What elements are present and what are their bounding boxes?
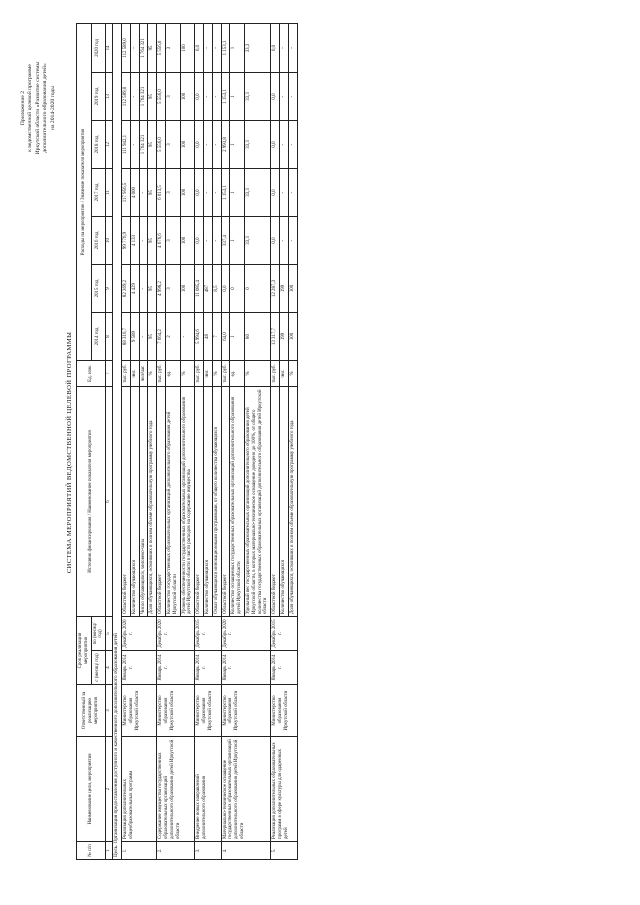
column-number: 4 [106,651,113,685]
term-from: Январь 2014 г. [271,651,297,685]
header-year: 2015 год [91,265,106,313]
indicator-value: 48 [203,313,212,361]
indicator-text: Доля обучающихся, освоивших в полном объеме образовательную программу учебного года [148,387,157,617]
header-year: 2018 год [91,121,106,169]
indicator-value: 95 [148,217,157,265]
indicator-value: - [139,313,148,361]
term-to: Декабрь 2020 г. [157,617,195,651]
indicator-value: - [180,313,195,361]
indicator-value: 1 153,1 [221,23,230,72]
indicator-value: 7 [212,313,221,361]
indicator-value: 95 [148,265,157,313]
indicator-value: 0 [230,265,245,313]
indicator-value: - [203,23,212,72]
indicator-value: 11 085,4 [195,265,204,313]
indicator-value: - [212,23,221,72]
indicator-value: 1 153,1 [221,169,230,217]
responsible-body: Министерство образования Иркутской области [271,685,297,737]
indicator-unit: % [288,361,297,387]
indicator-value: - [130,23,139,72]
indicator-value: 4 133 [130,217,139,265]
indicator-value: 0,0 [195,23,204,72]
column-number: 13 [106,73,113,121]
indicator-unit: % [180,361,195,387]
indicator-value: 4 429 [130,265,139,313]
indicator-value: 80 [244,313,270,361]
column-number: 14 [106,23,113,72]
term-from: Январь 2014 г. [221,651,271,685]
column-number: 11 [106,169,113,217]
term-to: Декабрь 2015 г. [195,617,221,651]
header-term: Срок реализации мероприятия [77,617,92,685]
indicator-value: 100 [180,217,195,265]
indicator-value: - [212,169,221,217]
table-row [121,23,130,859]
indicator-value: 4 676,6 [157,217,166,265]
indicator-value: 99 776,9 [121,217,130,265]
indicator-value: 33,3 [244,73,270,121]
indicator-value: - [288,121,297,169]
indicator-text: Областной бюджет [271,387,280,617]
indicator-value: 0,0 [195,169,204,217]
indicator-value: 95 [148,23,157,72]
indicator-unit: чел/час [139,361,148,387]
indicator-text: Областной бюджет [195,387,204,617]
header-year: 2020 год [91,23,106,72]
indicator-value: 13 317,7 [271,313,280,361]
indicator-value: - [203,73,212,121]
indicator-value: - [130,73,139,121]
indicator-value: 100 [180,265,195,313]
indicator-value: 9 589 [130,313,139,361]
row-number: 1. [121,842,156,860]
indicator-value: - [212,217,221,265]
measure-name: Содержание имущества государственных образовательных организаций дополнительного образования детей Иркутской области [157,737,195,842]
document-title: СИСТЕМА МЕРОПРИЯТИЙ ВЕДОМСТВЕННОЙ ЦЕЛЕВОЙ ПРОГРАММЫ [66,331,73,574]
indicator-value: 82 369,2 [121,265,130,313]
indicator-text: Количество обучающихся [130,387,139,617]
indicator-value: 0,0 [271,217,280,265]
indicator-value: 0,0 [271,23,280,72]
indicator-value: - [139,265,148,313]
appendix-line: Приложение 2 [20,90,26,126]
indicator-unit: % [148,361,157,387]
indicator-text: Удельный вес государственных образовательных организаций дополнительного образования детей Иркутской области, в которых материально-техническое оснащение доведено до 100%, от общего количества государственных образовательных организаций дополнительного образования детей Иркутской области [244,387,270,617]
indicator-text: Количество оснащенных государственных образовательных организаций дополнительного образования детей Иркутской области [230,387,245,617]
indicator-value: 0,0 [195,73,204,121]
indicator-value: 112 589,0 [121,23,130,72]
measure-name: Внедрение новых направлений дополнительного образования [195,737,221,842]
indicator-value: 0 [244,265,270,313]
indicator-value: 1 764 321 [139,121,148,169]
indicator-value: 100 [180,121,195,169]
indicator-value: - [279,217,288,265]
indicator-value: 3 [165,23,180,72]
indicator-value: 1 [230,23,245,72]
indicator-value: 3 [165,217,180,265]
indicator-value: 2 [165,313,180,361]
indicator-unit: % [212,361,221,387]
responsible-body: Министерство образования Иркутской области [121,685,156,737]
measure-name: Реализация дополнительных общеобразовательных программ [121,737,156,842]
indicator-value: 95 [148,121,157,169]
indicator-value: 100 [180,169,195,217]
indicator-value: 100 [180,23,195,72]
indicator-value: 0,0 [195,217,204,265]
header-source: Источник финансирования / Наименование показателя мероприятия [77,387,106,617]
indicator-value: 33,3 [244,121,270,169]
indicator-unit: чел. [279,361,288,387]
indicator-value: 2 993,8 [221,121,230,169]
header-to: по (месяц/ год) [91,617,106,651]
responsible-body: Министерство образования Иркутской области [221,685,271,737]
header-name: Наименование цели, мероприятия [77,737,106,842]
indicator-value: - [279,169,288,217]
indicator-value: 199 [279,265,288,313]
indicator-value: 95 [148,313,157,361]
table-row [195,23,204,859]
header-year: 2019 год [91,73,106,121]
indicator-unit: тыс. руб. [195,361,204,387]
header-year: 2017 год [91,169,106,217]
row-number: 4. [221,842,271,860]
indicator-value: 3 [165,265,180,313]
row-number: 3. [195,842,221,860]
indicator-value: - [212,121,221,169]
indicator-value: 1 764 321 [139,23,148,72]
indicator-value: 112 589,0 [121,73,130,121]
indicator-value: 88 316,7 [121,313,130,361]
indicator-value: 1 [230,313,245,361]
indicator-value: - [203,121,212,169]
indicator-text: Количество обучающихся [279,387,288,617]
indicator-value: 5 994,6 [195,313,204,361]
indicator-text: Охват обучающихся инновационными программами, от общего количества обучающихся [212,387,221,617]
goal-text: Цель. Организация предоставления доступного и качественного дополнительного образования детей [113,23,122,859]
indicator-value: 6 013,5 [157,169,166,217]
appendix-line: к ведомственной целевой программе [27,64,34,152]
column-number: 6 [106,387,113,617]
indicator-value: - [288,73,297,121]
header-responsible: Ответственный за реализацию мероприятия [77,685,106,737]
indicator-unit: ед. [230,361,245,387]
row-number: 5. [271,842,297,860]
term-to: Декабрь 2020 г. [121,617,156,651]
indicator-value: 1 [230,121,245,169]
term-from: Январь 2014 г. [121,651,156,685]
term-to: Декабрь 2020 г. [221,617,271,651]
column-number: 9 [106,265,113,313]
header-no: № п/п [77,842,106,860]
indicator-value: 0,0 [271,169,280,217]
indicator-value: 3 [165,73,180,121]
indicator-value: 95 [148,169,157,217]
indicator-value: 117 956,5 [121,169,130,217]
term-to: Декабрь 2015 г. [271,617,297,651]
indicator-value: 5 556,0 [157,73,166,121]
indicator-value: 5 556,0 [157,23,166,72]
term-from: Январь 2014 г. [157,651,195,685]
appendix-line: Иркутской области «Развитие системы [34,61,41,155]
indicator-value: 64,0 [221,313,230,361]
indicator-value: 1 [230,73,245,121]
responsible-body: Министерство образования Иркутской области [157,685,195,737]
column-number: 2 [106,737,113,842]
indicator-text: Количество государственных образовательных организаций дополнительного образования детей Иркутской области [165,387,180,617]
indicator-value: 33,3 [244,169,270,217]
header-from: с (месяц/ год) [91,651,106,685]
column-number: 10 [106,217,113,265]
indicator-value: 1 153,1 [221,73,230,121]
indicator-unit: тыс. руб. [157,361,166,387]
indicator-value: 4 000 [130,169,139,217]
header-expenses: Расходы на мероприятие / Значение показателя мероприятия [77,23,92,360]
indicator-value: 111 942,1 [121,121,130,169]
indicator-value: 487 [203,265,212,313]
indicator-value: 3 [165,169,180,217]
appendix-line: на 2014-2020 годы [49,86,56,130]
indicator-text: Областной бюджет [157,387,166,617]
indicator-value: 8,5 [212,265,221,313]
indicator-value: - [203,217,212,265]
indicator-value: 100 [180,73,195,121]
indicator-text: Областной бюджет [121,387,130,617]
responsible-body: Министерство образования Иркутской области [195,685,221,737]
indicator-unit: тыс. руб. [121,361,130,387]
row-number: 2. [157,842,195,860]
indicator-value: 0,0 [271,121,280,169]
appendix-note [20,13,57,203]
indicator-unit: ед. [165,361,180,387]
table-row [271,23,280,859]
indicator-text: Областной бюджет [221,387,230,617]
indicator-value: - [288,23,297,72]
program-table [76,23,298,860]
indicator-value: 7 664,2 [157,313,166,361]
indicator-value: 0,0 [195,121,204,169]
indicator-value: 33,3 [244,217,270,265]
indicator-value: 1 [230,217,245,265]
indicator-value: 100 [288,265,297,313]
table-row [157,23,166,859]
term-from: Январь 2014 г. [195,651,221,685]
indicator-value: 5 556,0 [157,121,166,169]
indicator-value: 4 998,2 [157,265,166,313]
column-number: 7 [106,361,113,387]
header-year: 2016 год [91,217,106,265]
indicator-value: - [139,217,148,265]
column-number: 12 [106,121,113,169]
indicator-text: Уровень обеспеченности государственных образовательных организаций дополнительного образования детей Иркутской области в части расходов на содержание имущества [180,387,195,617]
indicator-value: - [279,121,288,169]
measure-name: Реализация дополнительных образовательных программ в сфере культуры для одаренных детей [271,737,297,842]
indicator-value: - [139,169,148,217]
column-number: 3 [106,685,113,737]
indicator-text: Количество обучающихся [203,387,212,617]
indicator-value: 100 [288,313,297,361]
indicator-value: 1 764 321 [139,73,148,121]
indicator-unit: чел. [203,361,212,387]
indicator-unit: тыс. руб. [271,361,280,387]
column-number: 5 [106,617,113,651]
measure-name: Материально-техническое оснащение государственных образовательных организаций дополнительного образования детей Иркутской области [221,737,271,842]
column-number: 8 [106,313,113,361]
indicator-value: - [288,169,297,217]
indicator-value: 0,0 [271,73,280,121]
indicator-value: 0,0 [221,265,230,313]
indicator-value: - [279,73,288,121]
header-year: 2014 год [91,313,106,361]
indicator-unit: тыс. руб. [221,361,230,387]
indicator-unit: чел. [130,361,139,387]
indicator-value: - [279,23,288,72]
indicator-value: - [203,169,212,217]
indicator-value: 337,4 [221,217,230,265]
indicator-text: Доля обучающихся, освоивших в полном объеме образовательную программу учебного года [288,387,297,617]
indicator-text: Число обучающихся, человеко-часы [139,387,148,617]
indicator-value: 95 [148,73,157,121]
appendix-line: дополнительного образования детей» [42,63,49,153]
table-row [221,23,230,859]
indicator-value: - [288,217,297,265]
indicator-value: 1 [230,169,245,217]
indicator-value: - [130,121,139,169]
indicator-value: - [212,73,221,121]
indicator-value: 12 287,3 [271,265,280,313]
indicator-value: 33,3 [244,23,270,72]
indicator-value: 199 [279,313,288,361]
column-number: 1 [106,842,113,860]
indicator-unit: % [244,361,270,387]
indicator-value: 3 [165,121,180,169]
header-unit: Ед. изм. [77,361,106,387]
